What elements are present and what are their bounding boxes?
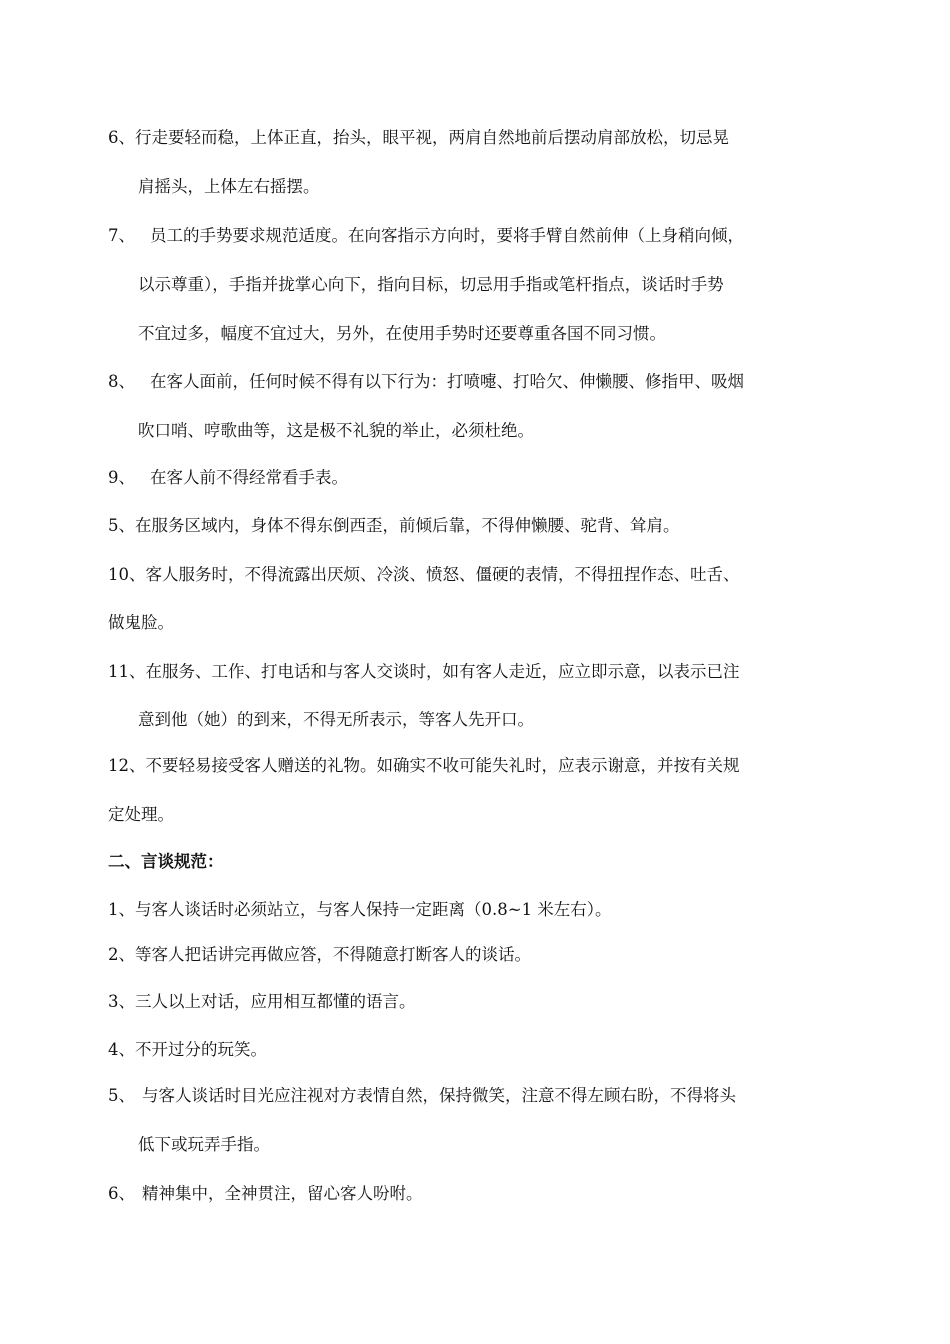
item-number: 5、: [108, 516, 135, 535]
item-number: 7、: [108, 226, 135, 245]
item-text: 不要轻易接受客人赠送的礼物。如确实不收可能失礼时，应表示谢意，并按有关规: [145, 756, 740, 775]
rule-item-7-line-1: [108, 225, 744, 247]
section-heading: 二、言谈规范：: [108, 852, 224, 871]
rule-item-9-line-1: [108, 467, 348, 489]
rule-item-8-line-2: 吹口哨、哼歌曲等，这是极不礼貌的举止，必须杜绝。: [138, 421, 534, 440]
rule-item-10-line-2: 做鬼脸。: [108, 613, 174, 632]
speech-rule-1: [108, 899, 612, 921]
item-number: 6、: [108, 128, 135, 147]
item-text: 在服务、工作、打电话和与客人交谈时，如有客人走近，应立即示意，以表示已注: [145, 662, 740, 681]
rule-item-8-line-1: [108, 371, 744, 393]
item-text: 客人服务时，不得流露出厌烦、冷淡、愤怒、僵硬的表情，不得扭捏作态、吐舌、: [145, 565, 740, 584]
item-number: 10、: [108, 565, 146, 584]
item-text: 员工的手势要求规范适度。在向客指示方向时，要将手臂自然前伸（上身稍向倾，: [150, 226, 744, 245]
speech-rule-5-line-1: [108, 1085, 736, 1107]
item-number: 6、: [108, 1184, 135, 1203]
item-text: 在客人前不得经常看手表。: [150, 468, 348, 487]
speech-rule-4: [108, 1039, 267, 1061]
item-number: 5、: [108, 1086, 135, 1105]
item-number: 1、: [108, 900, 135, 919]
rule-item-12-line-1: [108, 755, 740, 777]
item-text: 行走要轻而稳，上体正直，抬头，眼平视，两肩自然地前后摆动肩部放松，切忌晃: [135, 128, 729, 147]
item-text: 与客人谈话时目光应注视对方表情自然，保持微笑，注意不得左顾右盼，不得将头: [142, 1086, 736, 1105]
item-text: 在服务区域内，身体不得东倒西歪，前倾后靠，不得伸懒腰、驼背、耸肩。: [135, 516, 680, 535]
item-text: 三人以上对话，应用相互都懂的语言。: [135, 992, 416, 1011]
speech-rule-6: [108, 1183, 423, 1205]
item-text: 在客人面前，任何时候不得有以下行为：打喷嚏、打哈欠、伸懒腰、修指甲、吸烟: [150, 372, 744, 391]
item-number: 12、: [108, 756, 146, 775]
item-text: 精神集中，全神贯注，留心客人吩咐。: [142, 1184, 423, 1203]
speech-rule-2: [108, 944, 531, 966]
item-number: 3、: [108, 992, 135, 1011]
rule-item-6-line-1: [108, 127, 729, 149]
item-number: 8、: [108, 372, 135, 391]
item-number: 4、: [108, 1040, 135, 1059]
rule-item-7-line-3: 不宜过多，幅度不宜过大，另外，在使用手势时还要尊重各国不同习惯。: [138, 324, 666, 343]
rule-item-11-line-2: 意到他（她）的到来，不得无所表示，等客人先开口。: [138, 710, 534, 729]
rule-item-10-line-1: [108, 564, 740, 586]
speech-rule-5-line-2: 低下或玩弄手指。: [138, 1135, 270, 1154]
item-text: 与客人谈话时必须站立，与客人保持一定距离（0.8~1 米左右）。: [135, 900, 612, 919]
rule-item-6-line-2: 肩摇头，上体左右摇摆。: [138, 177, 320, 196]
rule-item-5-line-1: [108, 515, 680, 537]
item-text: 不开过分的玩笑。: [135, 1040, 267, 1059]
speech-rule-3: [108, 991, 416, 1013]
rule-item-7-line-2: 以示尊重），手指并拢掌心向下，指向目标，切忌用手指或笔杆指点，谈话时手势: [138, 275, 724, 294]
rule-item-12-line-2: 定处理。: [108, 805, 174, 824]
item-number: 11、: [108, 662, 146, 681]
item-number: 9、: [108, 468, 135, 487]
item-number: 2、: [108, 945, 135, 964]
rule-item-11-line-1: [108, 661, 740, 683]
item-text: 等客人把话讲完再做应答，不得随意打断客人的谈话。: [135, 945, 531, 964]
